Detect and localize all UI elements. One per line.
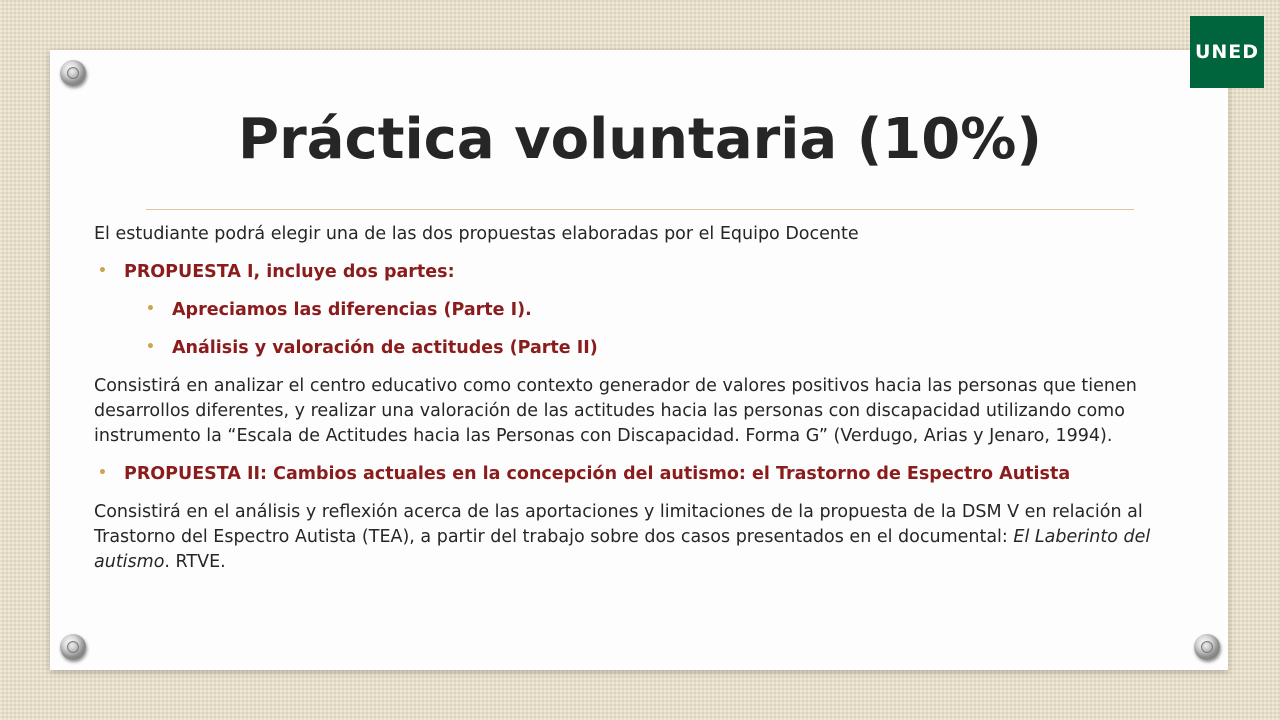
logo-text: UNED (1194, 41, 1260, 63)
bullet-parte-1: • Apreciamos las diferencias (Parte I). (94, 298, 1214, 323)
bullet-parte-2: • Análisis y valoración de actitudes (Parte II) (94, 336, 1214, 361)
pushpin-icon (60, 634, 86, 660)
slide-body (94, 222, 1214, 575)
propuesta-2-description (94, 500, 1214, 575)
pushpin-icon (1194, 634, 1220, 660)
uned-logo (1190, 16, 1264, 88)
pushpin-icon (60, 60, 86, 86)
propuesta-1-description: Consistirá en analizar el centro educativo como contexto generador de valores positivos hacia las personas que tienen desarrollos diferentes, y realizar una valoración de las actitudes hacia las personas con discapacidad utilizando como instrumento la “Escala de Actitudes hacia las Personas con Discapacidad. Forma G” (Verdugo, Arias y Jenaro, 1994). (94, 376, 1137, 446)
title-divider (146, 209, 1134, 210)
slide-title: Práctica voluntaria (10%) (238, 107, 1042, 172)
intro-text: El estudiante podrá elegir una de las dos propuestas elaboradas por el Equipo Docente (94, 224, 859, 244)
documentary-title: El Laberinto del autismo (94, 527, 1151, 572)
p2-desc-end: . RTVE. (164, 552, 226, 572)
bullet-propuesta-1: • PROPUESTA I, incluye dos partes: (94, 260, 1214, 285)
bullet-propuesta-2: • PROPUESTA II: Cambios actuales en la concepción del autismo: el Trastorno de Espectro Autista (94, 462, 1214, 487)
p2-desc-start: Consistirá en el análisis y reflexión acerca de las aportaciones y limitaciones de la propuesta de la DSM V en relación al Trastorno del Espectro Autista (TEA), a partir del trabajo sobre dos casos presentados en el documental: (94, 502, 1143, 547)
